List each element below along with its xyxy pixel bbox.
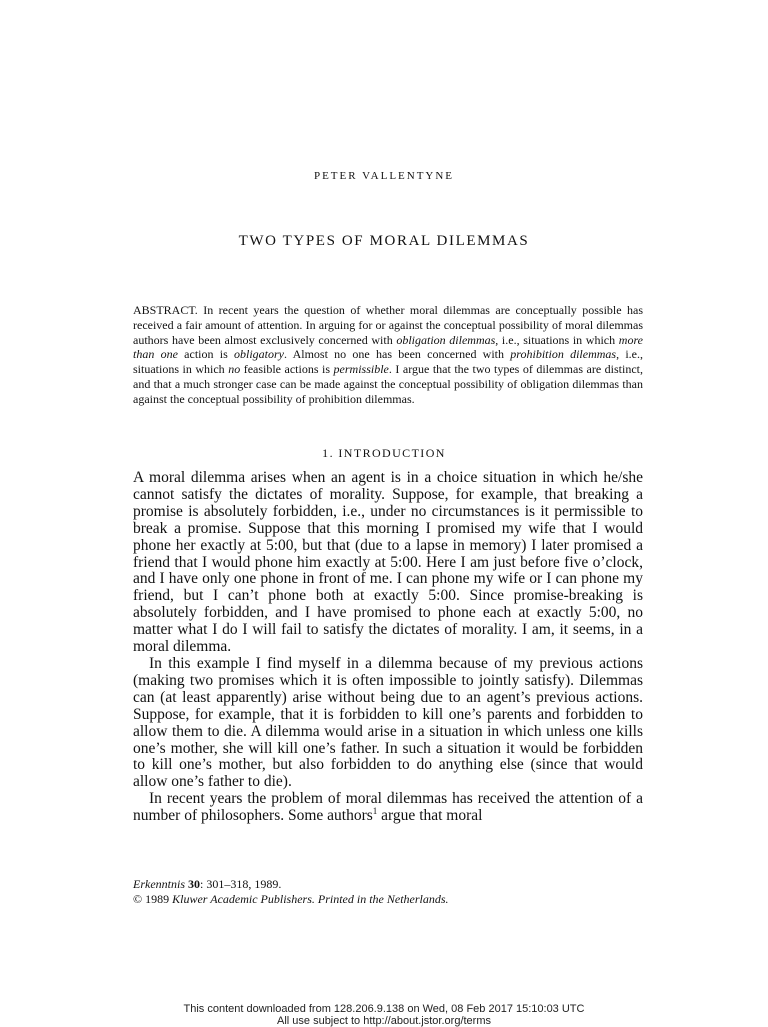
- abstract-emphasis: no: [228, 362, 241, 377]
- journal-citation: [133, 877, 643, 907]
- abstract-emphasis: prohibition dilemmas: [510, 347, 617, 362]
- journal-volume: 30: [188, 877, 200, 891]
- download-notice: This content downloaded from 128.206.9.138 on Wed, 08 Feb 2017 15:10:03 UTC: [183, 1003, 585, 1015]
- paragraph: A moral dilemma arises when an agent is in a choice situation in which he/she cannot satisfy the dictates of morality. Suppose, for example, that breaking a promise is absolutely forbidden, i.e., under no circumstances is it permissible to break a promise. Suppose that this morning I promised my wife that I would phone her exactly at 5:00, but that (due to a lapse in memory) I later promised a friend that I would phone him exactly at 5:00. Here I am just before five o’clock, and I have only one phone in front of me. I can phone my wife or I can phone my friend, but I can’t phone both at exactly 5:00. Since promise-breaking is absolutely forbidden, and I have promised to phone each at exactly 5:00, no matter what I do I will fail to satisfy the dictates of morality. I am, it seems, in a moral dilemma.: [133, 469, 643, 656]
- section-heading: 1. INTRODUCTION: [322, 446, 446, 460]
- download-footer: [0, 1003, 768, 1027]
- copyright-symbol: ©: [133, 892, 143, 906]
- abstract-text: feasible actions is: [240, 362, 334, 377]
- abstract-emphasis: obligation dilemmas: [396, 332, 496, 347]
- journal-line: [133, 877, 643, 892]
- journal-pages: : 301–318, 1989.: [200, 877, 282, 891]
- abstract-text: . Almost no one has been concerned with: [284, 347, 511, 362]
- paragraph-text: In recent years the problem of moral dilemmas has received the attention of a number of philosophers. Some authors: [133, 790, 643, 825]
- paragraph-text: argue that moral: [377, 807, 483, 825]
- abstract-emphasis: permissible: [333, 362, 389, 377]
- footnote-marker[interactable]: 1: [372, 805, 378, 816]
- abstract-label: ABSTRACT.: [133, 303, 198, 317]
- abstract-text: . I argue that the two types of dilemmas are distinct, and that a much stronger case can be made against the conceptual possibility of obligation dilemmas than against the conceptual possibility of prohibition dilemmas.: [133, 362, 643, 406]
- copyright-year: 1989: [142, 892, 173, 906]
- body-text: [133, 470, 643, 825]
- journal-name: Erkenntnis: [133, 877, 185, 891]
- paragraph: In this example I find myself in a dilemma because of my previous actions (making two promises which it is often impossible to jointly satisfy). Dilemmas can (at least apparently) arise without being due to an agent’s previous actions. Suppose, for example, that it is forbidden to kill one’s parents and forbidden to allow them to die. A dilemma would arise in a situation in which unless one kills one’s mother, she will kill one’s father. In such a situation it would be forbidden to kill one’s mother, but also forbidden to do anything else (since that would allow one’s father to die).: [133, 654, 643, 791]
- paragraph: [133, 791, 643, 825]
- abstract-text: , i.e., situations in which: [495, 332, 619, 347]
- copyright-line: [133, 892, 643, 907]
- abstract-text: action is: [177, 347, 234, 362]
- abstract-text: , i.e., situations in which: [133, 347, 644, 377]
- article-title: TWO TYPES OF MORAL DILEMMAS: [238, 233, 530, 249]
- abstract-emphasis: more than one: [133, 332, 643, 362]
- abstract-text: In recent years the question of whether moral dilemmas are conceptually possible has received a fair amount of attention. In arguing for or against the conceptual possibility of moral dilemmas authors have been almost exclusively concerned with: [133, 303, 643, 347]
- terms-link[interactable]: All use subject to http://about.jstor.org/terms: [277, 1015, 491, 1027]
- publisher-text: Kluwer Academic Publishers. Printed in the Netherlands.: [172, 892, 449, 906]
- author-name: PETER VALLENTYNE: [313, 170, 455, 182]
- abstract: [133, 303, 643, 407]
- abstract-emphasis: obligatory: [234, 347, 284, 362]
